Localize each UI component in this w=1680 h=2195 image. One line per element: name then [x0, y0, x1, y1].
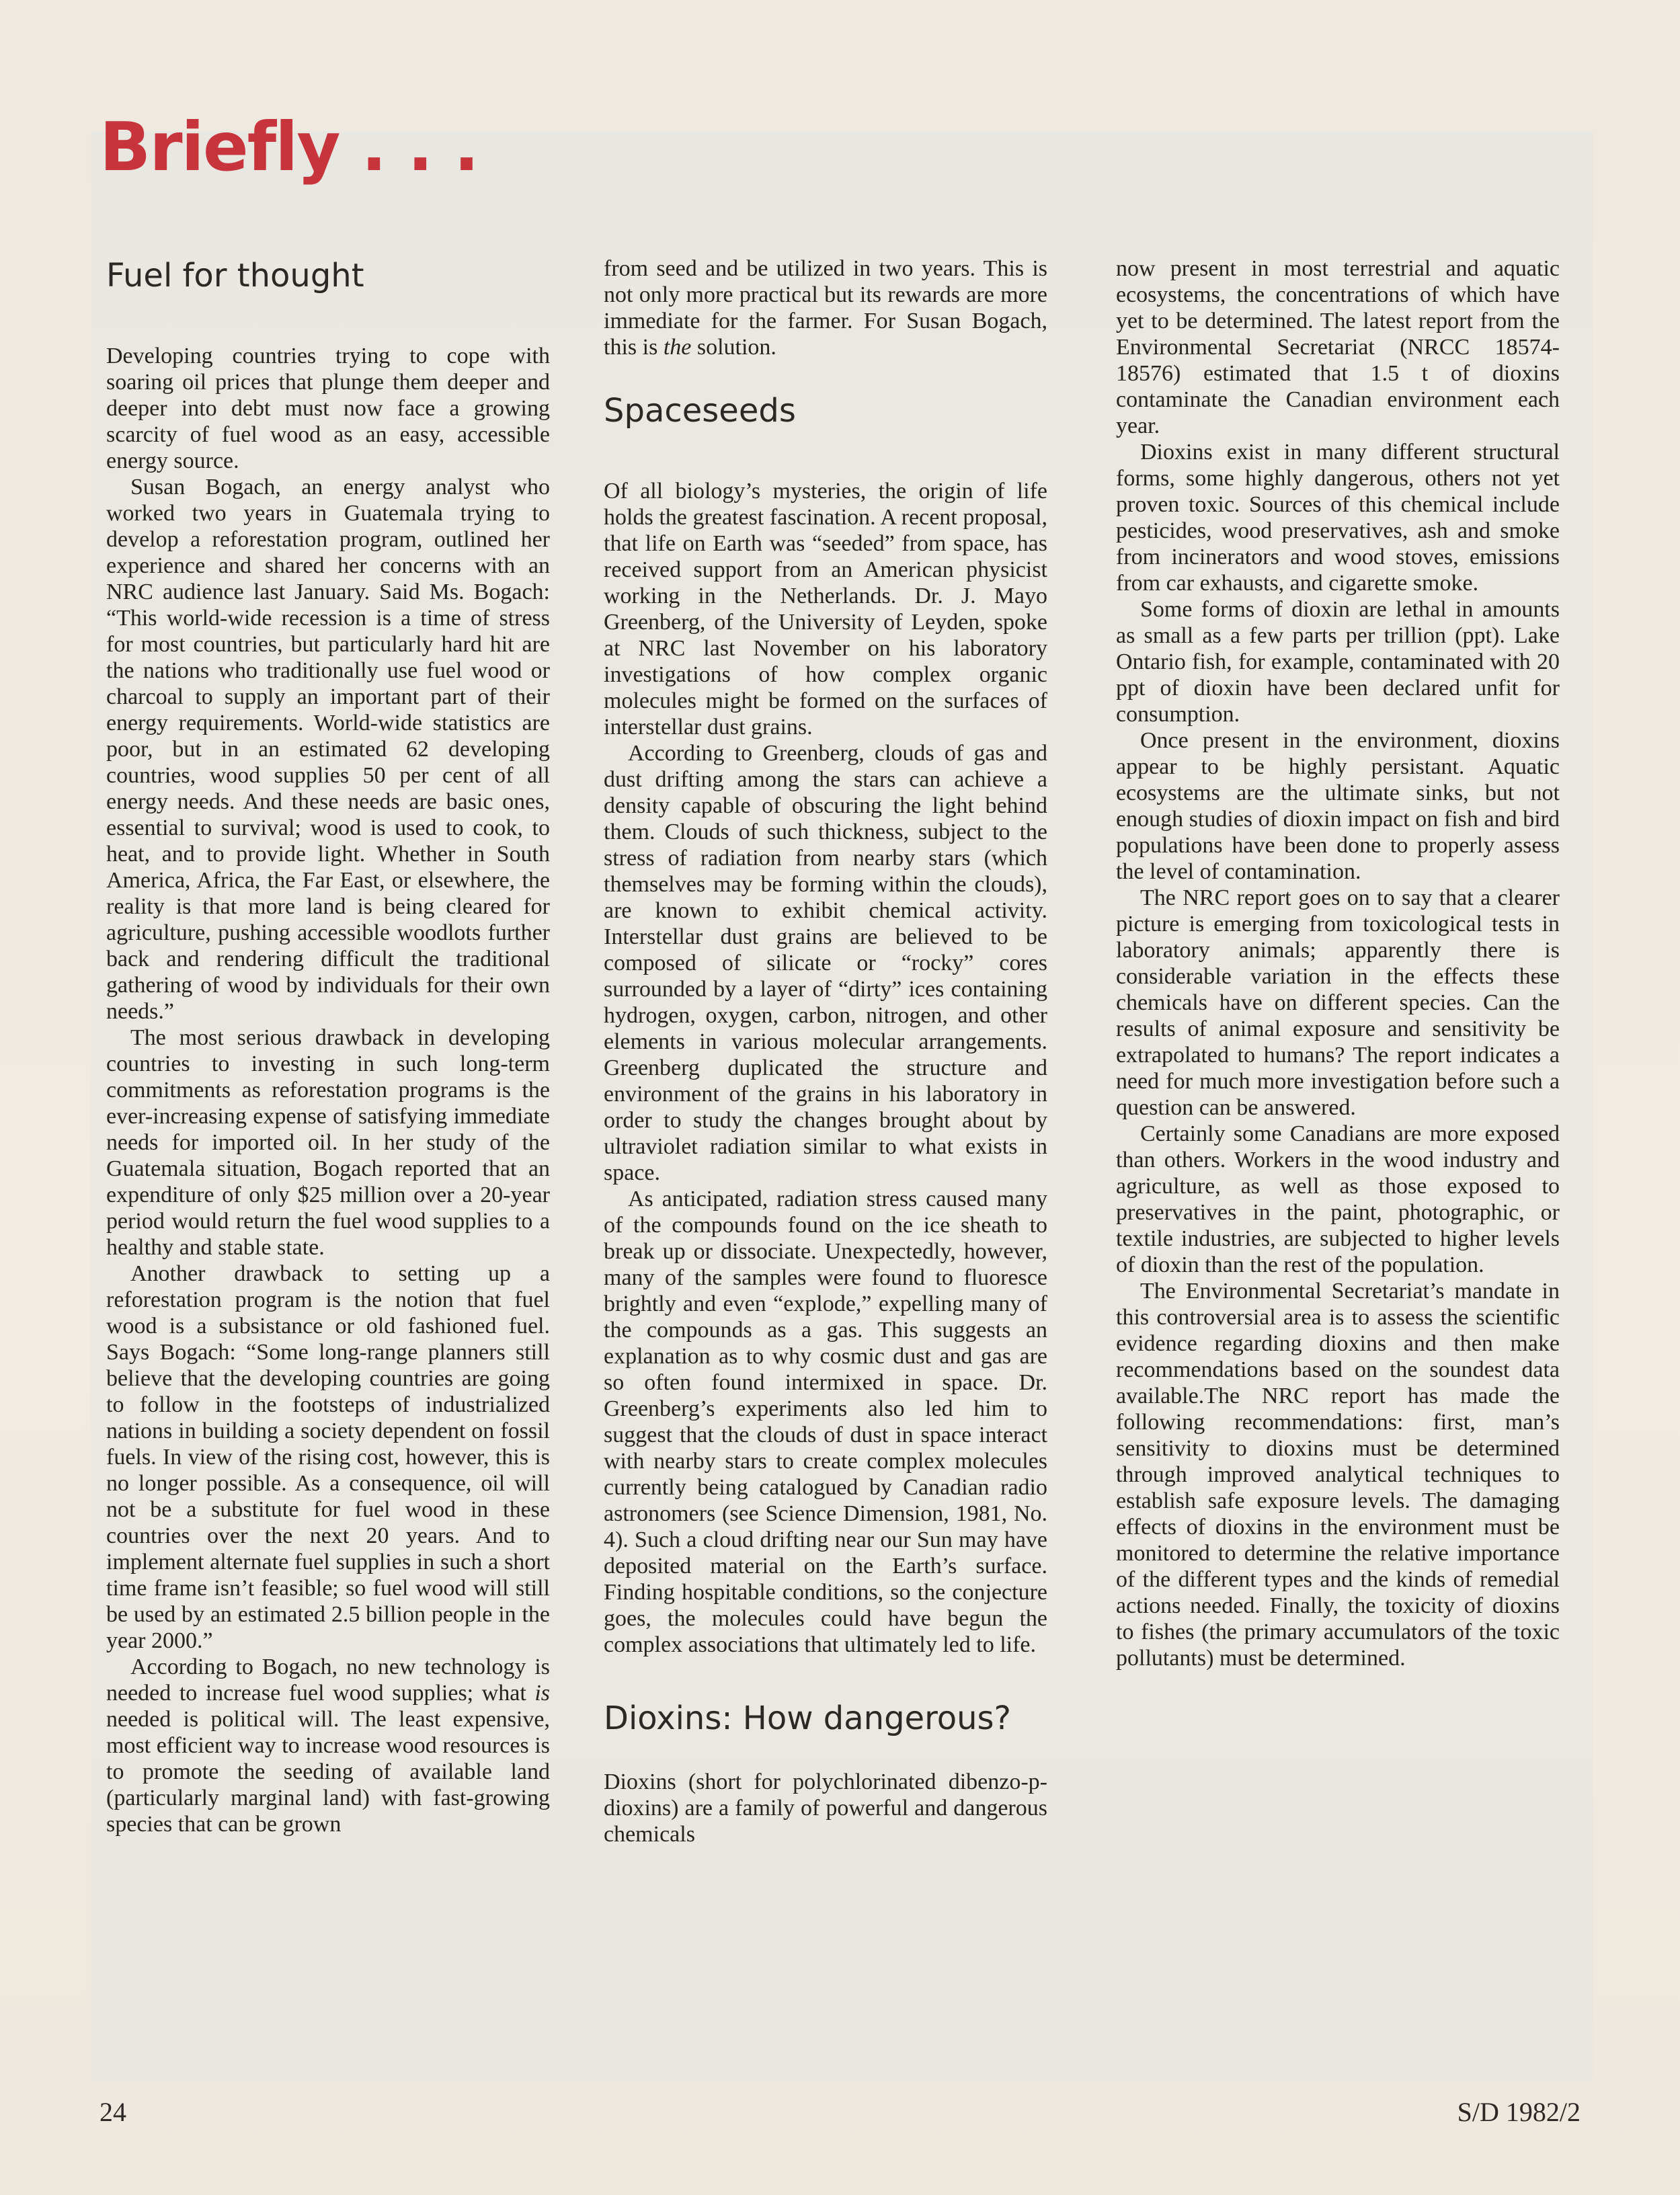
section-banner: Briefly . . .: [99, 108, 479, 186]
column-3: [1116, 255, 1560, 2071]
paragraph: Susan Bogach, an energy analyst who worked two years in Guatemala trying to develop a reforestation program, outlined her experience and shared her concerns with an NRC audience last January. Said Ms. Bogach: “This world-wide recession is a time of stress for most countries, but particularly hard hit are the nations who traditionally use fuel wood or charcoal to supply an important part of their energy requirements. World-wide statistics are poor, but in an estimated 62 developing countries, wood supplies 50 per cent of all energy needs. And these needs are basic ones, essential to survival; wood is used to cook, to heat, and to provide light. Whether in South America, Africa, the Far East, or elsewhere, the reality is that more land is being cleared for agriculture, pushing accessible woodlots further back and rendering difficult the traditional gathering of wood by individuals for their own needs.”: [106, 475, 550, 1024]
paragraph: As anticipated, radiation stress caused many of the compounds found on the ice sheath to break up or dissociate. Unexpectedly, however, many of the samples were found to fluoresce brightly and even “explode,” expelling many of the compounds as a gas. This suggests an explanation as to why cosmic dust and gas are so often found intermixed in space. Dr. Greenberg’s experiments also led him to suggest that the clouds of dust in space interact with nearby stars to create complex molecules currently being catalogued by Canadian radio astronomers (see Science Dimension, 1981, No. 4). Such a cloud drifting near our Sun may have deposited material on the Earth’s surface. Finding hospitable conditions, so the conjecture goes, the molecules could have begun the complex associations that ultimately led to life.: [604, 1187, 1047, 1657]
article-heading-dioxins: Dioxins: How dangerous?: [604, 1700, 1012, 1737]
paragraph: Dioxins exist in many different structural forms, some highly dangerous, others not yet proven toxic. Sources of this chemical include pesticides, wood preservatives, ash and smoke from incinerators and wood stoves, emissions from car exhausts, and cigarette smoke.: [1116, 440, 1560, 596]
text-run: solution.: [691, 335, 776, 360]
paragraph: Another drawback to setting up a reforestation program is the notion that fuel wood is a subsistance or old fashioned fuel. Says Bogach: “Some long-range planners still believe that the developing countries are going to follow in the footsteps of industrialized nations in building a society dependent on fossil fuels. In view of the rising cost, however, this is no longer possible. As a consequence, oil will not be a substitute for fuel wood in these countries over the next 20 years. And to implement alternate fuel supplies in such a short time frame isn’t feasible; so fuel wood will still be used by an estimated 2.5 billion people in the year 2000.”: [106, 1261, 550, 1653]
paragraph: The NRC report goes on to say that a clearer picture is emerging from toxicological tests in laboratory animals; apparently there is considerable variation in the effects these chemicals have on different species. Can the results of animal exposure and sensitivity be extrapolated to humans? The report indicates a need for much more investigation before such a question can be answered.: [1116, 885, 1560, 1120]
emphasis: is: [534, 1681, 550, 1706]
paragraph: The most serious drawback in developing countries to investing in such long-term commitments as reforestation programs is the ever-increasing expense of satisfying immediate needs for imported oil. In her study of the Guatemala situation, Bogach reported that an expenditure of only $25 million over a 20-year period would return the fuel wood supplies to a healthy and stable state.: [106, 1025, 550, 1260]
issue-label: S/D 1982/2: [1457, 2097, 1581, 2127]
paragraph-continued: now present in most terrestrial and aquatic ecosystems, the concentrations of which have yet to be determined. The latest report from the Environmental Secretariat (NRCC 18574-18576) estimated that 1.5 t of dioxins contaminate the Canadian environment each year.: [1116, 256, 1560, 438]
paragraph: The Environmental Secretariat’s mandate in this controversial area is to assess the scientific evidence regarding dioxins and then make recommendations based on the soundest data available.The NRC report has made the following recommendations: first, man’s sensitivity to dioxins must be determined through improved analytical techniques to establish safe exposure levels. The damaging effects of dioxins in the environment must be monitored to determine the relative importance of the different types and the kinds of remedial actions needed. Finally, the toxicity of dioxins to fishes (the primary accumulators of the toxic pollutants) must be determined.: [1116, 1279, 1560, 1671]
paragraph: Some forms of dioxin are lethal in amounts as small as a few parts per trillion (ppt). Lake Ontario fish, for example, contaminated with 20 ppt of dioxin have been declared unfit for consumption.: [1116, 597, 1560, 727]
paragraph: Of all biology’s mysteries, the origin of life holds the greatest fascination. A recent proposal, that life on Earth was “seeded” from space, has received support from an American physicist working in the Netherlands. Dr. J. Mayo Greenberg, of the University of Leyden, spoke at NRC last November on his laboratory investigations of how complex organic molecules might be formed on the surfaces of interstellar dust grains.: [604, 479, 1047, 740]
paragraph: Dioxins (short for polychlorinated dibenzo-p-dioxins) are a family of powerful and dangerous chemicals: [604, 1769, 1047, 1847]
article-heading-spaceseeds: Spaceseeds: [604, 392, 796, 430]
article-heading-fuel: Fuel for thought: [106, 257, 364, 294]
paragraph: Developing countries trying to cope with soaring oil prices that plunge them deeper and deeper into debt must now face a growing scarcity of fuel wood as an easy, accessible energy source.: [106, 344, 550, 473]
column-1: [106, 255, 550, 2071]
text-run: from seed and be utilized in two years. This is not only more practical but its rewards are more immediate for the farmer. For Susan Bogach, this is: [604, 256, 1047, 360]
paragraph: [106, 1654, 550, 1837]
paragraph-continued: [604, 255, 1047, 360]
paragraph: Once present in the environment, dioxins appear to be highly persistant. Aquatic ecosystems are the ultimate sinks, but not enough studies of dioxin impact on fish and bird populations have been done to properly assess the level of contamination.: [1116, 728, 1560, 884]
paragraph: According to Greenberg, clouds of gas and dust drifting among the stars can achieve a density capable of obscuring the light behind them. Clouds of such thickness, subject to the stress of radiation from nearby stars (which themselves may be forming within the clouds), are known to exhibit chemical activity. Interstellar dust grains are believed to be composed of silicate or “rocky” cores surrounded by a layer of “dirty” ices containing hydrogen, oxygen, carbon, nitrogen, and other elements in various molecular arrangements. Greenberg duplicated the structure and environment of the grains in his laboratory in order to study the changes brought about by ultraviolet radiation similar to what exists in space.: [604, 741, 1047, 1185]
text-run: According to Bogach, no new technology is needed to increase fuel wood supplies; what: [106, 1654, 550, 1706]
column-2: [604, 255, 1047, 2071]
paragraph: Certainly some Canadians are more exposed than others. Workers in the wood industry and agriculture, as well as those exposed to preservatives in the paint, photographic, or textile industries, are subjected to higher levels of dioxin than the rest of the population.: [1116, 1121, 1560, 1277]
emphasis: the: [663, 335, 692, 360]
text-run: needed is political will. The least expensive, most efficient way to increase wood resources is to promote the seeding of available land (particularly marginal land) with fast-growing species that can be grown: [106, 1707, 550, 1837]
page-number: 24: [99, 2097, 126, 2127]
